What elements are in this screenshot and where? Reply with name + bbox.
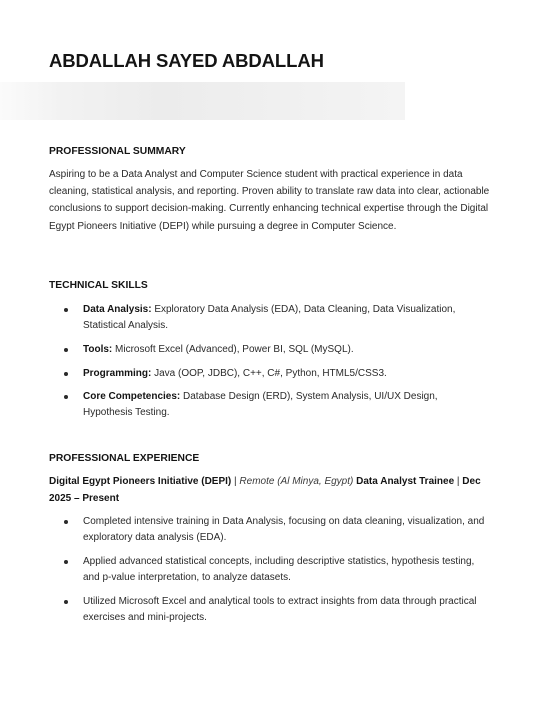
skill-label: Programming:	[83, 368, 152, 379]
bullet-icon	[64, 348, 68, 352]
redacted-contact-info	[0, 82, 405, 120]
separator: |	[231, 476, 240, 487]
experience-bullet-text: Utilized Microsoft Excel and analytical tools to extract insights from data through practical exercises and mini-projects.	[83, 596, 477, 623]
skill-item-text	[83, 366, 488, 382]
summary-text: Aspiring to be a Data Analyst and Computer Science student with practical experience in data cleaning, statistical analysis, and reporting. Proven ability to translate raw data into clear, actionable conclusions to support decision-making. Currently enhancing technical expertise through the Digital Egypt Pioneers Initiative (DEPI) while pursuing a degree in Computer Science.	[49, 169, 490, 232]
summary-heading: PROFESSIONAL SUMMARY	[49, 146, 186, 157]
experience-bullet-text: Completed intensive training in Data Analysis, focusing on data cleaning, visualization, and exploratory data analysis (EDA).	[83, 516, 485, 543]
experience-bullet-text: Applied advanced statistical concepts, including descriptive statistics, hypothesis testing, and p-value interpretation, to analyze datasets.	[83, 556, 475, 583]
skill-item-text	[83, 302, 488, 334]
bullet-icon	[64, 560, 68, 564]
skill-detail: Database Design (ERD), System Analysis, UI/UX Design, Hypothesis Testing.	[83, 391, 438, 418]
skill-detail: Exploratory Data Analysis (EDA), Data Cleaning, Data Visualization, Statistical Analysis.	[83, 304, 456, 331]
skill-detail: Java (OOP, JDBC), C++, C#, Python, HTML5/CSS3.	[151, 368, 387, 379]
experience-role: Data Analyst Trainee	[353, 476, 455, 487]
skill-item-text	[83, 389, 488, 421]
skill-item-text	[83, 342, 488, 358]
experience-heading: PROFESSIONAL EXPERIENCE	[49, 453, 200, 464]
bullet-icon	[64, 395, 68, 399]
bullet-icon	[64, 520, 68, 524]
bullet-icon	[64, 372, 68, 376]
experience-role-line	[49, 474, 489, 507]
skill-label: Tools:	[83, 344, 113, 355]
bullet-icon	[64, 308, 68, 312]
candidate-name: ABDALLAH SAYED ABDALLAH	[49, 50, 324, 71]
skill-detail: Microsoft Excel (Advanced), Power BI, SQL (MySQL).	[112, 344, 354, 355]
experience-org: Digital Egypt Pioneers Initiative (DEPI)	[49, 476, 232, 487]
bullet-icon	[64, 600, 68, 604]
experience-location: Remote (Al Minya, Egypt)	[239, 476, 354, 487]
skills-heading: TECHNICAL SKILLS	[49, 280, 148, 291]
skill-label: Data Analysis:	[83, 304, 152, 315]
skill-label: Core Competencies:	[83, 391, 181, 402]
experience-dates: Dec 2025 – Present	[49, 476, 481, 504]
separator: |	[454, 476, 463, 487]
